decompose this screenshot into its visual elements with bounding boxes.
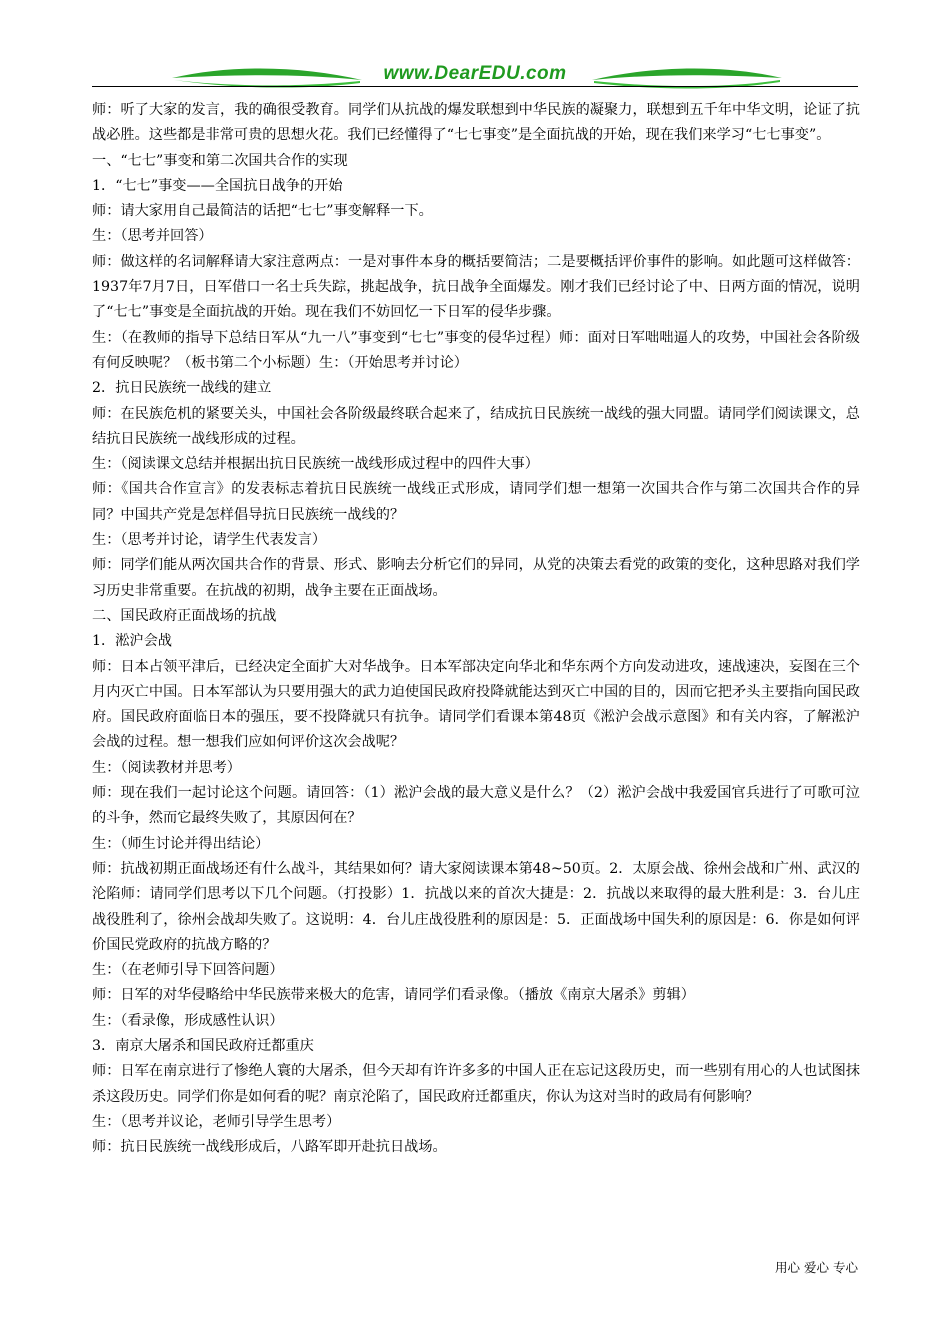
paragraph: 师：做这样的名词解释请大家注意两点：一是对事件本身的概括要简洁；二是要概括评价事件的影响。如此题可这样做答：1937年7月7日，日军借口一名士兵失踪，挑起战争，抗日战争全面爆发。刚才我们已经讨论了中、日两方面的情况，说明了“七七”事变是全面抗战的开始。现在我们不妨回忆一下日军的侵华步骤。 [92, 253, 860, 321]
subsection-heading: 3．南京大屠杀和国民政府迁都重庆 [92, 1037, 314, 1054]
paragraph: 师：《国共合作宣言》的发表标志着抗日民族统一战线正式形成，请同学们想一想第一次国共合作与第二次国共合作的异同？中国共产党是怎样倡导抗日民族统一战线的？ [92, 481, 860, 523]
paragraph: 生：（阅读课文总结并根据出抗日民族统一战线形成过程中的四件大事） [92, 456, 539, 473]
paragraph: 师：日本占领平津后，已经决定全面扩大对华战争。日本军部决定向华北和华东两个方向发动进攻，速战速决，妄图在三个月内灭亡中国。日本军部认为只要用强大的武力迫使国民政府投降就能达到灭亡中国的目的，因而它把矛头主要指向国民政府。国民政府面临日本的强压，要不投降就只有抗争。请同学们看课本第48页《淞沪会战示意图》和有关内容，了解淞沪会战的过程。想一想我们应如何评价这次会战呢？ [92, 658, 860, 751]
page-footer: 用心 爱心 专心 [775, 1260, 858, 1275]
document-body [92, 98, 860, 1160]
site-logo: www.DearEDU.com [383, 63, 567, 84]
paragraph: 生：（看录像，形成感性认识） [92, 1012, 284, 1029]
paragraph: 师：请大家用自己最简洁的话把“七七”事变解释一下。 [92, 203, 433, 220]
paragraph: 师：在民族危机的紧要关头，中国社会各阶级最终联合起来了，结成抗日民族统一战线的强大同盟。请同学们阅读课文，总结抗日民族统一战线形成的过程。 [92, 405, 860, 447]
subsection-heading: 1．淞沪会战 [92, 633, 172, 650]
paragraph: 生：（思考并讨论，请学生代表发言） [92, 532, 327, 549]
paragraph: 师：现在我们一起讨论这个问题。请回答：（1）淞沪会战的最大意义是什么？（2）淞沪会战中我爱国官兵进行了可歌可泣的斗争，然而它最终失败了，其原因何在？ [92, 785, 860, 827]
subsection-heading: 1．“七七”事变——全国抗日战争的开始 [92, 177, 343, 194]
paragraph: 生：（思考并议论，老师引导学生思考） [92, 1113, 341, 1130]
paragraph: 生：（在教师的指导下总结日军从“九一八”事变到“七七”事变的侵华过程）师：面对日军咄咄逼人的攻势，中国社会各阶级有何反映呢？（板书第二个小标题）生：（开始思考并讨论） [92, 329, 860, 371]
paragraph: 生：（思考并回答） [92, 228, 213, 245]
section-heading: 一、“七七”事变和第二次国共合作的实现 [92, 152, 348, 169]
paragraph: 师：日军在南京进行了惨绝人寰的大屠杀，但今天却有许许多多的中国人正在忘记这段历史，而一些别有用心的人也试图抹杀这段历史。同学们你是如何看的呢？南京沦陷了，国民政府迁都重庆，你认为这对当时的政局有何影响？ [92, 1063, 860, 1105]
subsection-heading: 2．抗日民族统一战线的建立 [92, 380, 272, 397]
paragraph: 师：听了大家的发言，我的确很受教育。同学们从抗战的爆发联想到中华民族的凝聚力，联想到五千年中华文明，论证了抗战必胜。这些都是非常可贵的思想火花。我们已经懂得了“七七事变”是全面抗战的开始，现在我们来学习“七七事变”。 [92, 102, 860, 144]
paragraph: 师：抗战初期正面战场还有什么战斗，其结果如何？请大家阅读课本第48~50页。2．太原会战、徐州会战和广州、武汉的沦陷师：请同学们思考以下几个问题。（打投影）1．抗战以来的首次大捷是：2．抗战以来取得的最大胜利是：3．台儿庄战役胜利了，徐州会战却失败了。这说明：4．台儿庄战役胜利的原因是：5．正面战场中国失利的原因是：6．你是如何评价国民党政府的抗战方略的？ [92, 860, 860, 953]
paragraph: 师：同学们能从两次国共合作的背景、形式、影响去分析它们的异同，从党的决策去看党的政策的变化，这种思路对我们学习历史非常重要。在抗战的初期，战争主要在正面战场。 [92, 557, 860, 599]
paragraph: 师：抗日民族统一战线形成后，八路军即开赴抗日战场。 [92, 1139, 447, 1156]
paragraph: 生：（师生讨论并得出结论） [92, 835, 270, 852]
section-heading: 二、国民政府正面战场的抗战 [92, 607, 277, 624]
header-rule [92, 86, 858, 87]
paragraph: 师：日军的对华侵略给中华民族带来极大的危害，请同学们看录像。（播放《南京大屠杀》剪辑） [92, 987, 695, 1004]
paragraph: 生：（在老师引导下回答问题） [92, 962, 284, 979]
paragraph: 生：（阅读教材并思考） [92, 759, 241, 776]
